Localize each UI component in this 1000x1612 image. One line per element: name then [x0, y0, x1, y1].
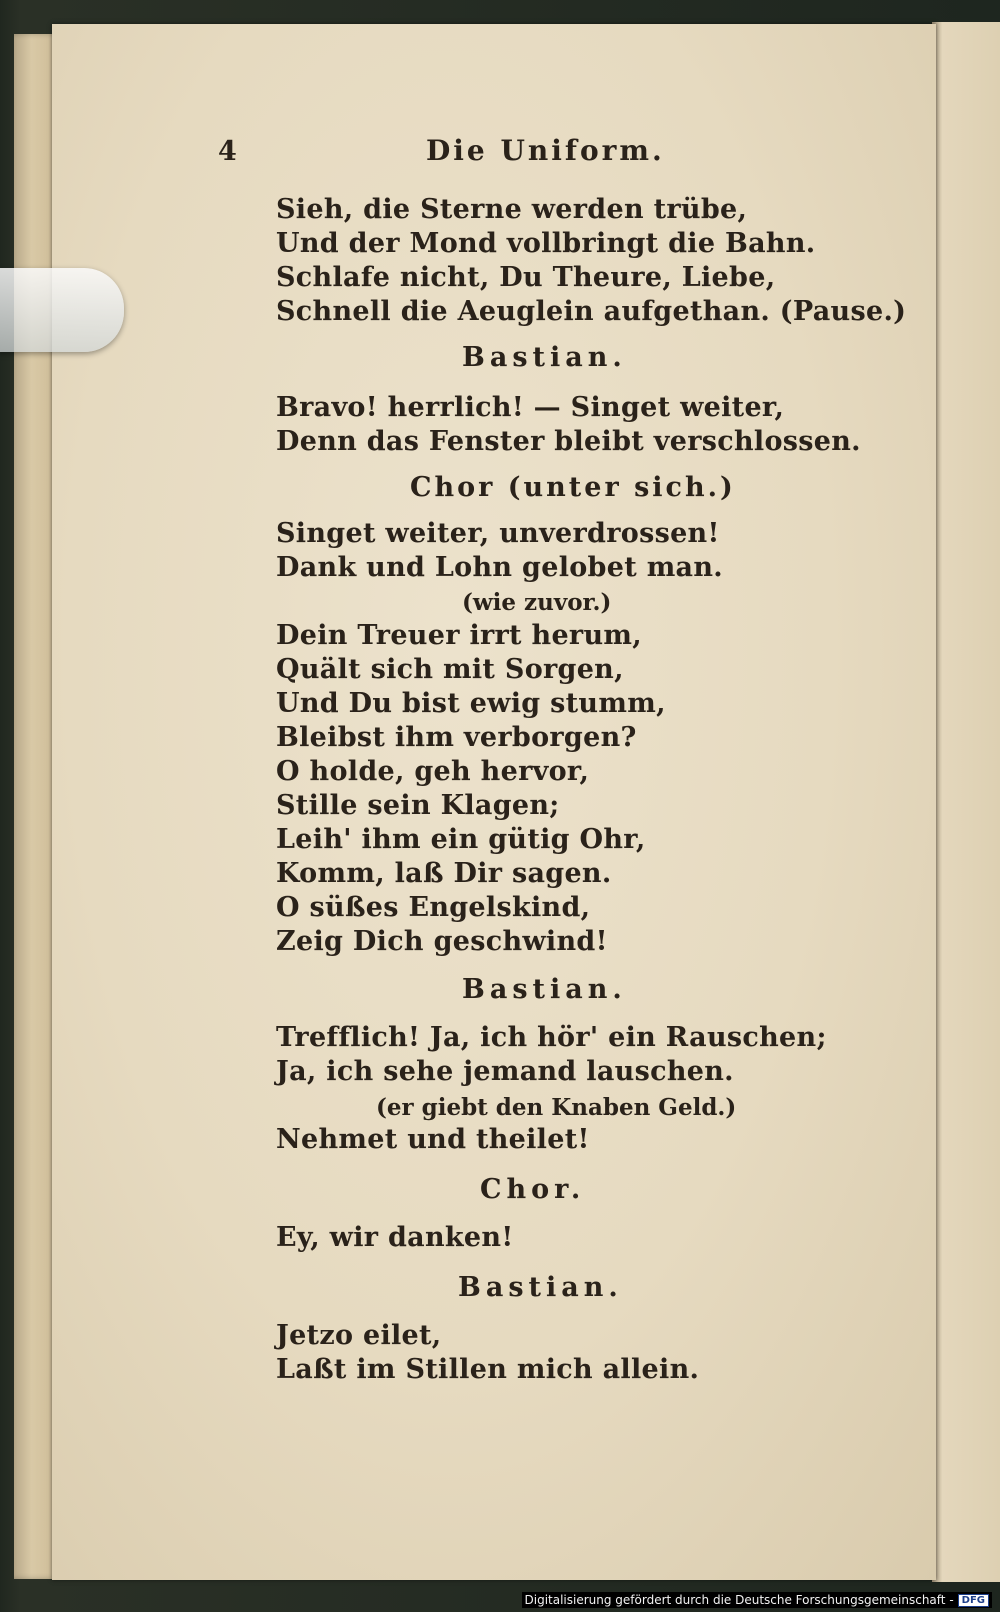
verse-line: Trefflich! Ja, ich hör' ein Rauschen;	[276, 1022, 827, 1053]
digitization-credit	[522, 1592, 993, 1608]
verse-line: Bravo! herrlich! — Singet weiter,	[276, 392, 785, 423]
verse-line: Nehmet und theilet!	[276, 1124, 590, 1155]
verse-line: Schlafe nicht, Du Theure, Liebe,	[276, 262, 776, 293]
verse-line: Quält sich mit Sorgen,	[276, 654, 624, 685]
credit-text: Digitalisierung gefördert durch die Deutsche Forschungsgemeinschaft -	[524, 1593, 954, 1607]
page-number: 4	[218, 136, 237, 167]
dfg-logo-icon: DFG	[958, 1594, 989, 1607]
verse-line: Denn das Fenster bleibt verschlossen.	[276, 426, 861, 457]
speaker-name: Bastian.	[462, 974, 627, 1005]
verse-line: Jetzo eilet,	[276, 1320, 442, 1351]
verse-line: O holde, geh hervor,	[276, 756, 590, 787]
verse-line: Stille sein Klagen;	[276, 790, 560, 821]
verse-line: Schnell die Aeuglein aufgethan. (Pause.)	[276, 296, 907, 327]
verse-line: O süßes Engelskind,	[276, 892, 591, 923]
verse-line: Dank und Lohn gelobet man.	[276, 552, 723, 583]
speaker-name: Bastian.	[458, 1272, 623, 1303]
verse-line: Und der Mond vollbringt die Bahn.	[276, 228, 816, 259]
stage-direction: (wie zuvor.)	[462, 589, 612, 616]
verse-line: Ja, ich sehe jemand lauschen.	[276, 1056, 734, 1087]
running-head: Die Uniform.	[426, 134, 665, 167]
verse-line: Und Du bist ewig stumm,	[276, 688, 666, 719]
verse-line: Singet weiter, unverdrossen!	[276, 518, 720, 549]
speaker-name: Chor.	[480, 1174, 586, 1205]
verse-line: Sieh, die Sterne werden trübe,	[276, 194, 748, 225]
verse-line: Zeig Dich geschwind!	[276, 926, 608, 957]
verse-line: Komm, laß Dir sagen.	[276, 858, 612, 889]
stage-direction: (er giebt den Knaben Geld.)	[376, 1094, 737, 1121]
verse-line: Ey, wir danken!	[276, 1222, 514, 1253]
verse-line: Bleibst ihm verborgen?	[276, 722, 637, 753]
speaker-name: Bastian.	[462, 342, 627, 373]
verse-line: Leih' ihm ein gütig Ohr,	[276, 824, 646, 855]
verse-line: Laßt im Stillen mich allein.	[276, 1354, 700, 1385]
speaker-name: Chor (unter sich.)	[410, 472, 736, 503]
verse-line: Dein Treuer irrt herum,	[276, 620, 642, 651]
